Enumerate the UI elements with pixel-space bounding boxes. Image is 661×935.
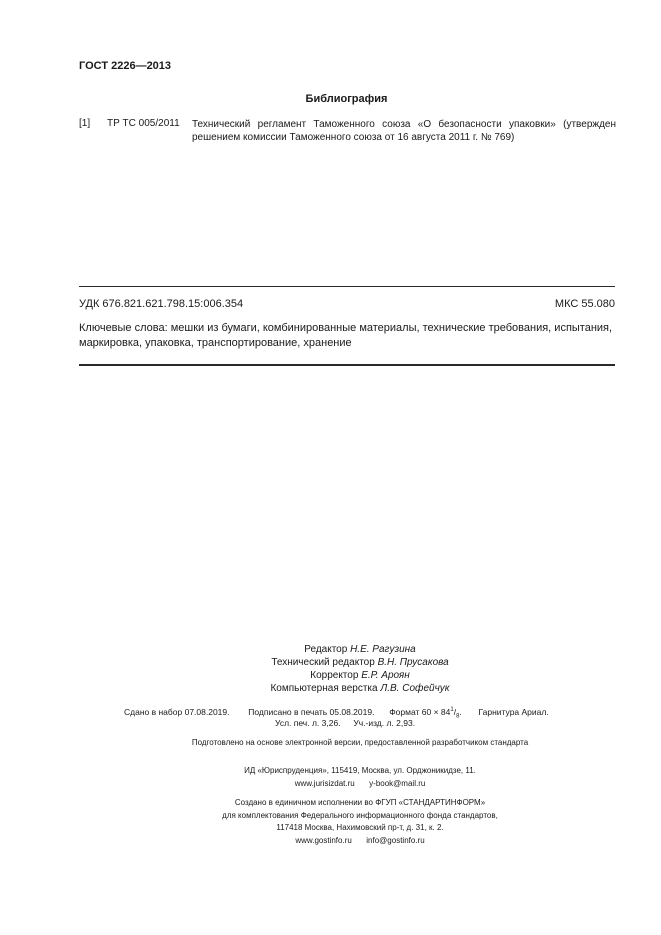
jurisizdat-site-link[interactable]: www.jurisizdat.ru — [294, 778, 355, 788]
credit-editor: Редактор Н.Е. Рагузина — [304, 644, 416, 655]
bibliography-title: Библиография — [305, 93, 388, 105]
keywords: Ключевые слова: мешки из бумаги, комбинированные материалы, технические требования, испытания, маркировка, упаковка, транспортирование, хранение — [79, 322, 613, 349]
publisher-jurisizdat-address: ИД «Юриспруденция», 115419, Москва, ул. Орджоникидзе, 11. — [244, 766, 476, 775]
gostinfo-email-link[interactable]: info@gostinfo.ru — [366, 835, 425, 845]
credit-tech-editor: Технический редактор В.Н. Прусакова — [271, 657, 449, 668]
publication-line-2: Усл. печ. л. 3,26. Уч.-изд. л. 2,93. — [275, 718, 416, 728]
publisher-jurisizdat — [60, 765, 660, 790]
reference-code: ТР ТС 005/2011 — [107, 118, 180, 129]
credit-layout: Компьютерная верстка Л.В. Софейчук — [270, 683, 450, 694]
publisher-standartinform — [60, 797, 660, 847]
publisher-jurisizdat-contacts — [60, 778, 660, 791]
udk-code: УДК 676.821.621.798.15:006.354 — [79, 298, 244, 310]
credits-block — [60, 643, 660, 695]
reference-text: Технический регламент Таможенного союза «О безопасности упаковки» (утвержден решением комиссии Таможенного союза от 16 августа 2011 г. № 769) — [192, 119, 616, 143]
publication-line-1: Сдано в набор 07.08.2019. Подписано в печать 05.08.2019. Формат $60 \times 84^1/_8$. Гарнитура Ариал. — [124, 707, 549, 720]
divider-thick — [79, 364, 615, 366]
gostinfo-site-link[interactable]: www.gostinfo.ru — [295, 835, 352, 845]
credit-corrector: Корректор Е.Р. Ароян — [310, 670, 410, 681]
standartinform-line-3: 117418 Москва, Нахимовский пр-т, д. 31, к. 2. — [276, 823, 444, 832]
reference-number: [1] — [79, 118, 91, 129]
mks-code: МКС 55.080 — [554, 298, 615, 310]
standartinform-contacts — [60, 835, 660, 848]
standard-number: ГОСТ 2226—2013 — [79, 60, 172, 72]
divider-thin — [79, 286, 615, 287]
standartinform-line-1: Создано в единичном исполнении во ФГУП «СТАНДАРТИНФОРМ» — [234, 798, 486, 807]
standartinform-line-2: для комплектования Федерального информационного фонда стандартов, — [222, 810, 498, 820]
prepared-note: Подготовлено на основе электронной версии, предоставленной разработчиком стандарта — [191, 738, 529, 747]
jurisizdat-email-link[interactable]: y-book@mail.ru — [369, 778, 426, 788]
